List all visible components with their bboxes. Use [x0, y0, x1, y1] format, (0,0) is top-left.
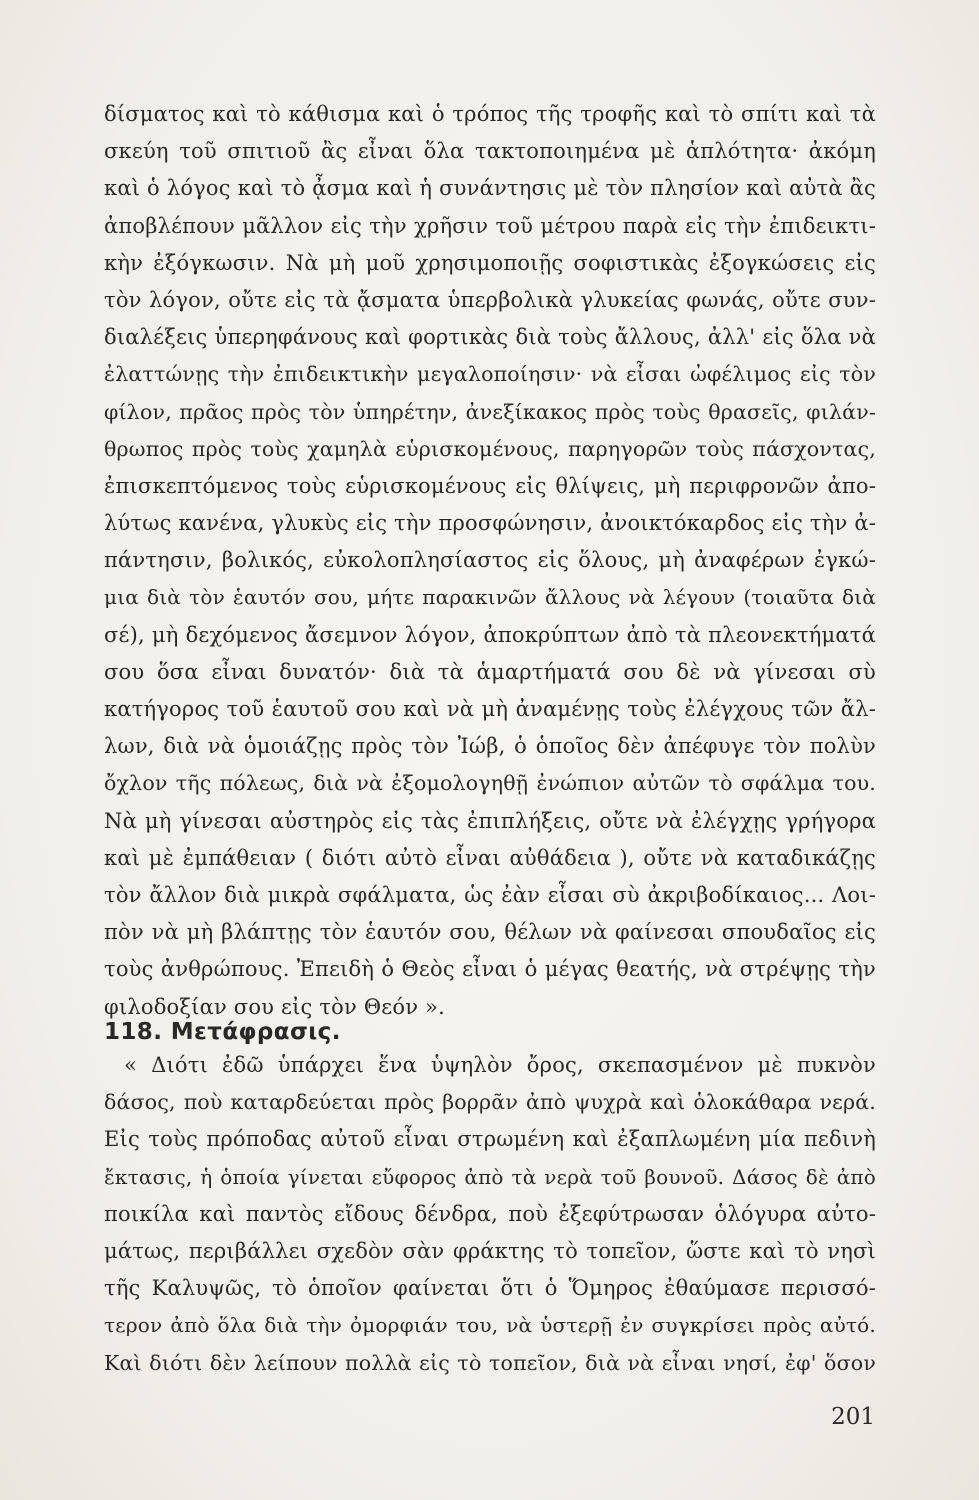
- text-line: τοὺς ἀνθρώπους. Ἐπειδὴ ὁ Θεὸς εἶναι ὁ μέγας θεατής, νὰ στρέψῃς τὴν: [104, 957, 876, 982]
- text-line: λων, διὰ νὰ ὁμοιάζῃς πρὸς τὸν Ἰώβ, ὁ ὁποῖος δὲν ἀπέφυγε τὸν πολὺν: [104, 734, 876, 759]
- text-line: ποικίλα καὶ παντὸς εἴδους δένδρα, ποὺ ἐξεφύτρωσαν ὁλόγυρα αὐτο-: [104, 1201, 876, 1226]
- text-line: τῆς Καλυψῶς, τὸ ὁποῖον φαίνεται ὅτι ὁ Ὅμηρος ἐθαύμασε περισσό-: [104, 1276, 876, 1301]
- paragraph-translation: [104, 1047, 876, 1382]
- text-line: μια διὰ τὸν ἑαυτόν σου, μήτε παρακινῶν ἄλλους νὰ λέγουν (τοιαῦτα διὰ: [104, 585, 876, 610]
- text-line: Εἰς τοὺς πρόποδας αὐτοῦ εἶναι στρωμένη καὶ ἐξαπλωμένη μία πεδινὴ: [104, 1127, 876, 1152]
- text-line: ἀποβλέπουν μᾶλλον εἰς τὴν χρῆσιν τοῦ μέτρου παρὰ εἰς τὴν ἐπιδεικτι-: [104, 213, 876, 238]
- text-line: τὸν ἄλλον διὰ μικρὰ σφάλματα, ὡς ἐὰν εἶσαι σὺ ἀκριβοδίκαιος... Λοι-: [104, 882, 876, 907]
- paragraph-continued: [104, 96, 876, 1026]
- text-line: πὸν νὰ μὴ βλάπτῃς τὸν ἑαυτόν σου, θέλων νὰ φαίνεσαι σπουδαῖος εἰς: [104, 920, 876, 945]
- text-line: δάσος, ποὺ καταρδεύεται πρὸς βορρᾶν ἀπὸ ψυχρὰ καὶ ὁλοκάθαρα νερά.: [104, 1090, 876, 1115]
- text-line: τὸν λόγον, οὔτε εἰς τὰ ᾄσματα ὑπερβολικὰ γλυκείας φωνάς, οὔτε συν-: [104, 287, 876, 312]
- page-number: 201: [831, 1404, 875, 1430]
- text-line: πάντησιν, βολικός, εὐκολοπλησίαστος εἰς ὅλους, μὴ ἀναφέρων ἐγκώ-: [104, 548, 876, 573]
- text-line: σέ), μὴ δεχόμενος ἄσεμνον λόγον, ἀποκρύπτων ἀπὸ τὰ πλεονεκτήματά: [104, 622, 876, 647]
- text-line: ὄχλον τῆς πόλεως, διὰ νὰ ἐξομολογηθῇ ἐνώπιον αὐτῶν τὸ σφάλμα του.: [104, 771, 876, 796]
- text-line: κὴν ἐξόγκωσιν. Νὰ μὴ μοῦ χρησιμοποιῇς σοφιστικὰς ἐξογκώσεις εἰς: [104, 250, 876, 275]
- text-line: ἐπισκεπτόμενος τοὺς εὑρισκομένους εἰς θλίψεις, μὴ περιφρονῶν ἀπο-: [104, 473, 876, 498]
- text-line: Καὶ διότι δὲν λείπουν πολλὰ εἰς τὸ τοπεῖον, διὰ νὰ εἶναι νησί, ἐφ' ὅσον: [104, 1350, 876, 1375]
- text-line: λύτως κανένα, γλυκὺς εἰς τὴν προσφώνησιν, ἀνοικτόκαρδος εἰς τὴν ἀ-: [104, 511, 876, 536]
- text-line: καὶ ὁ λόγος καὶ τὸ ᾆσμα καὶ ἡ συνάντησις μὲ τὸν πλησίον καὶ αὐτὰ ἂς: [104, 176, 876, 201]
- text-line: καὶ μὲ ἐμπάθειαν ( διότι αὐτὸ εἶναι αὐθάδεια ), οὔτε νὰ καταδικάζῃς: [104, 845, 876, 870]
- text-line: σκεύη τοῦ σπιτιοῦ ἂς εἶναι ὅλα τακτοποιημένα μὲ ἁπλότητα· ἀκόμη: [104, 139, 876, 164]
- text-line: θρωπος πρὸς τοὺς χαμηλὰ εὑρισκομένους, παρηγορῶν τοὺς πάσχοντας,: [104, 436, 876, 461]
- text-line: Νὰ μὴ γίνεσαι αὐστηρὸς εἰς τὰς ἐπιπλήξεις, οὔτε νὰ ἐλέγχῃς γρήγορα: [104, 808, 876, 833]
- text-line: κατήγορος τοῦ ἑαυτοῦ σου καὶ νὰ μὴ ἀναμένῃς τοὺς ἐλέγχους τῶν ἄλ-: [104, 697, 876, 721]
- text-line: διαλέξεις ὑπερηφάνους καὶ φορτικὰς διὰ τοὺς ἄλλους, ἀλλ' εἰς ὅλα νὰ: [104, 325, 876, 350]
- text-line: τερον ἀπὸ ὅλα διὰ τὴν ὀμορφιάν του, νὰ ὑστερῇ ἐν συγκρίσει πρὸς αὐτό.: [104, 1313, 876, 1338]
- text-line: σου ὅσα εἶναι δυνατόν· διὰ τὰ ἁμαρτήματά σου δὲ νὰ γίνεσαι σὺ: [104, 659, 876, 684]
- text-line: δίσματος καὶ τὸ κάθισμα καὶ ὁ τρόπος τῆς τροφῆς καὶ τὸ σπίτι καὶ τὰ: [104, 102, 876, 126]
- text-line: « Διότι ἐδῶ ὑπάρχει ἕνα ὑψηλὸν ὄρος, σκεπασμένον μὲ πυκνὸν: [124, 1053, 876, 1077]
- section-heading: 118. Μετάφρασις.: [104, 1019, 341, 1045]
- text-line: ἐλαττώνῃς τὴν ἐπιδεικτικὴν μεγαλοποίησιν· νὰ εἶσαι ὠφέλιμος εἰς τὸν: [104, 362, 876, 387]
- text-line: φίλον, πρᾶος πρὸς τὸν ὑπηρέτην, ἀνεξίκακος πρὸς τοὺς θρασεῖς, φιλάν-: [104, 399, 876, 424]
- text-line: φιλοδοξίαν σου εἰς τὸν Θεόν ».: [104, 994, 445, 1019]
- text-line: ἔκτασις, ἡ ὁποία γίνεται εὔφορος ἀπὸ τὰ νερὰ τοῦ βουνοῦ. Δάσος δὲ ἀπὸ: [104, 1164, 876, 1189]
- text-line: μάτως, περιβάλλει σχεδὸν σὰν φράκτης τὸ τοπεῖον, ὥστε καὶ τὸ νησὶ: [104, 1238, 876, 1263]
